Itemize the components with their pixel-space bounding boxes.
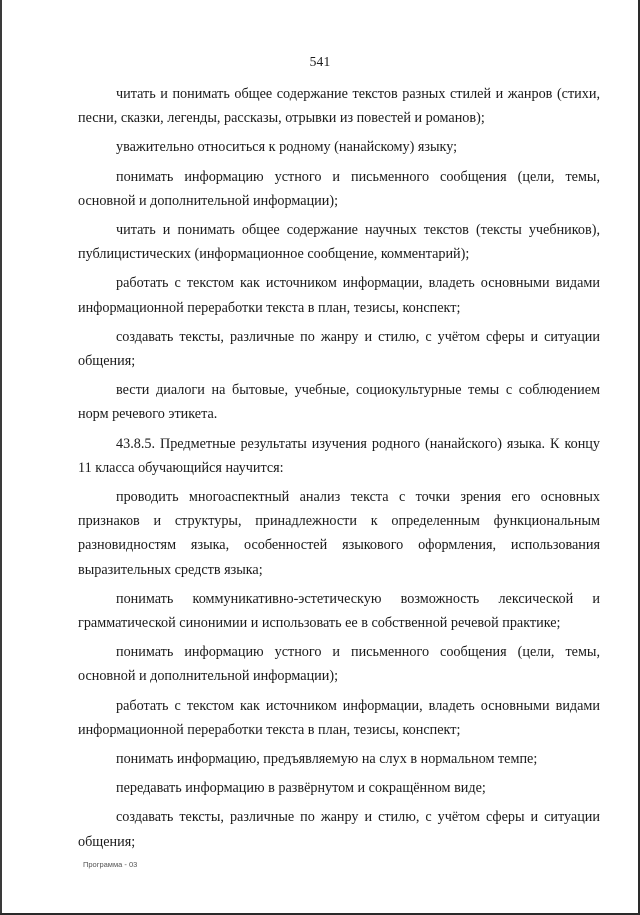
- paragraph: понимать коммуникативно-эстетическую возможность лексической и грамматической синонимии и использовать ее в собственной речевой практике;: [78, 590, 600, 632]
- paragraph: уважительно относиться к родному (нанайскому) языку;: [116, 139, 458, 156]
- document-body: [78, 82, 600, 859]
- paragraph: передавать информацию в развёрнутом и сокращённом виде;: [116, 780, 486, 797]
- section-heading-paragraph: 43.8.5. Предметные результаты изучения родного (нанайского) языка. К концу 11 класса обучающийся научится:: [78, 435, 600, 476]
- paragraph: читать и понимать общее содержание научных текстов (тексты учебников), публицистических (информационное сообщение, комментарий);: [78, 222, 600, 263]
- page-footer: Программа - 03: [83, 860, 138, 869]
- paragraph: понимать информацию, предъявляемую на слух в нормальном темпе;: [116, 751, 538, 768]
- paragraph: читать и понимать общее содержание текстов разных стилей и жанров (стихи, песни, сказки, легенды, рассказы, отрывки из повестей и романов);: [78, 86, 600, 127]
- paragraph: работать с текстом как источником информации, владеть основными видами информационной переработки текста в план, тезисы, конспект;: [78, 697, 600, 738]
- paragraph: создавать тексты, различные по жанру и стилю, с учётом сферы и ситуации общения;: [78, 809, 600, 850]
- paragraph: проводить многоаспектный анализ текста с точки зрения его основных признаков и структуры, принадлежности к определенным функциональным разновидностям языка, особенностей языкового оформления, использования выразительных средств языка;: [78, 489, 600, 578]
- paragraph: понимать информацию устного и письменного сообщения (цели, темы, основной и дополнительной информации);: [78, 168, 600, 209]
- paragraph: вести диалоги на бытовые, учебные, социокультурные темы с соблюдением норм речевого этикета.: [78, 382, 600, 423]
- paragraph: создавать тексты, различные по жанру и стилю, с учётом сферы и ситуации общения;: [78, 328, 600, 370]
- paragraph: понимать информацию устного и письменного сообщения (цели, темы, основной и дополнительной информации);: [78, 644, 600, 685]
- paragraph: работать с текстом как источником информации, владеть основными видами информационной переработки текста в план, тезисы, конспект;: [78, 275, 600, 316]
- page-number: 541: [309, 54, 331, 69]
